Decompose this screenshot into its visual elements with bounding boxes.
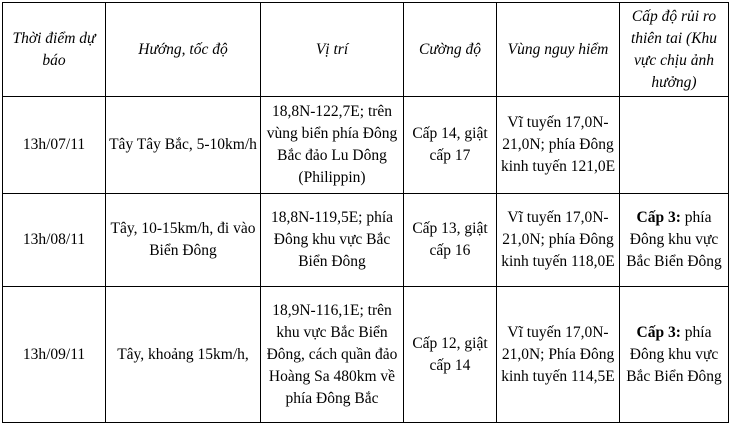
cell-direction: Tây, 10-15km/h, đi vào Biển Đông — [106, 194, 261, 287]
risk-level-label: Cấp 3: — [636, 209, 681, 226]
header-position: Vị trí — [261, 3, 404, 97]
cell-danger-zone: Vĩ tuyến 17,0N-21,0N; Phía Đông kinh tuyến 114,5E — [497, 287, 620, 423]
header-risk-level: Cấp độ rủi ro thiên tai (Khu vực chịu ảnh hưởng) — [620, 3, 729, 97]
cell-direction: Tây Tây Bắc, 5-10km/h — [106, 97, 261, 194]
table-row — [3, 97, 729, 194]
cell-risk-level — [620, 97, 729, 194]
header-intensity: Cường độ — [404, 3, 497, 97]
cell-intensity: Cấp 14, giật cấp 17 — [404, 97, 497, 194]
table-row — [3, 194, 729, 287]
cell-time: 13h/08/11 — [3, 194, 106, 287]
risk-level-label: Cấp 3: — [636, 323, 681, 341]
cell-position: 18,9N-116,1E; trên khu vực Bắc Biển Đông, cách quần đảo Hoàng Sa 480km về phía Đông Bắc — [261, 287, 404, 423]
cell-intensity: Cấp 13, giật cấp 16 — [404, 194, 497, 287]
cell-danger-zone: Vĩ tuyến 17,0N-21,0N; phía Đông kinh tuyến 118,0E — [497, 194, 620, 287]
cell-intensity: Cấp 12, giật cấp 14 — [404, 287, 497, 423]
cell-time: 13h/09/11 — [3, 287, 106, 423]
cell-risk-level — [620, 194, 729, 287]
cell-direction: Tây, khoảng 15km/h, — [106, 287, 261, 423]
cell-position: 18,8N-122,7E; trên vùng biển phía Đông Bắc đảo Lu Dông (Philippin) — [261, 97, 404, 194]
cell-time: 13h/07/11 — [3, 97, 106, 194]
header-danger-zone: Vùng nguy hiểm — [497, 3, 620, 97]
header-direction: Hướng, tốc độ — [106, 3, 261, 97]
header-row — [3, 3, 729, 97]
cell-risk-level — [620, 287, 729, 423]
cell-position: 18,8N-119,5E; phía Đông khu vực Bắc Biển Đông — [261, 194, 404, 287]
header-time: Thời điểm dự báo — [3, 3, 106, 97]
table-row — [3, 287, 729, 423]
cell-danger-zone: Vĩ tuyến 17,0N-21,0N; phía Đông kinh tuyến 121,0E — [497, 97, 620, 194]
risk-area-text: phía Đông khu vực Bắc Biển Đông — [626, 323, 722, 385]
risk-area-text: phía Đông khu vực Bắc Biển Đông — [626, 209, 722, 270]
forecast-table — [2, 2, 729, 423]
